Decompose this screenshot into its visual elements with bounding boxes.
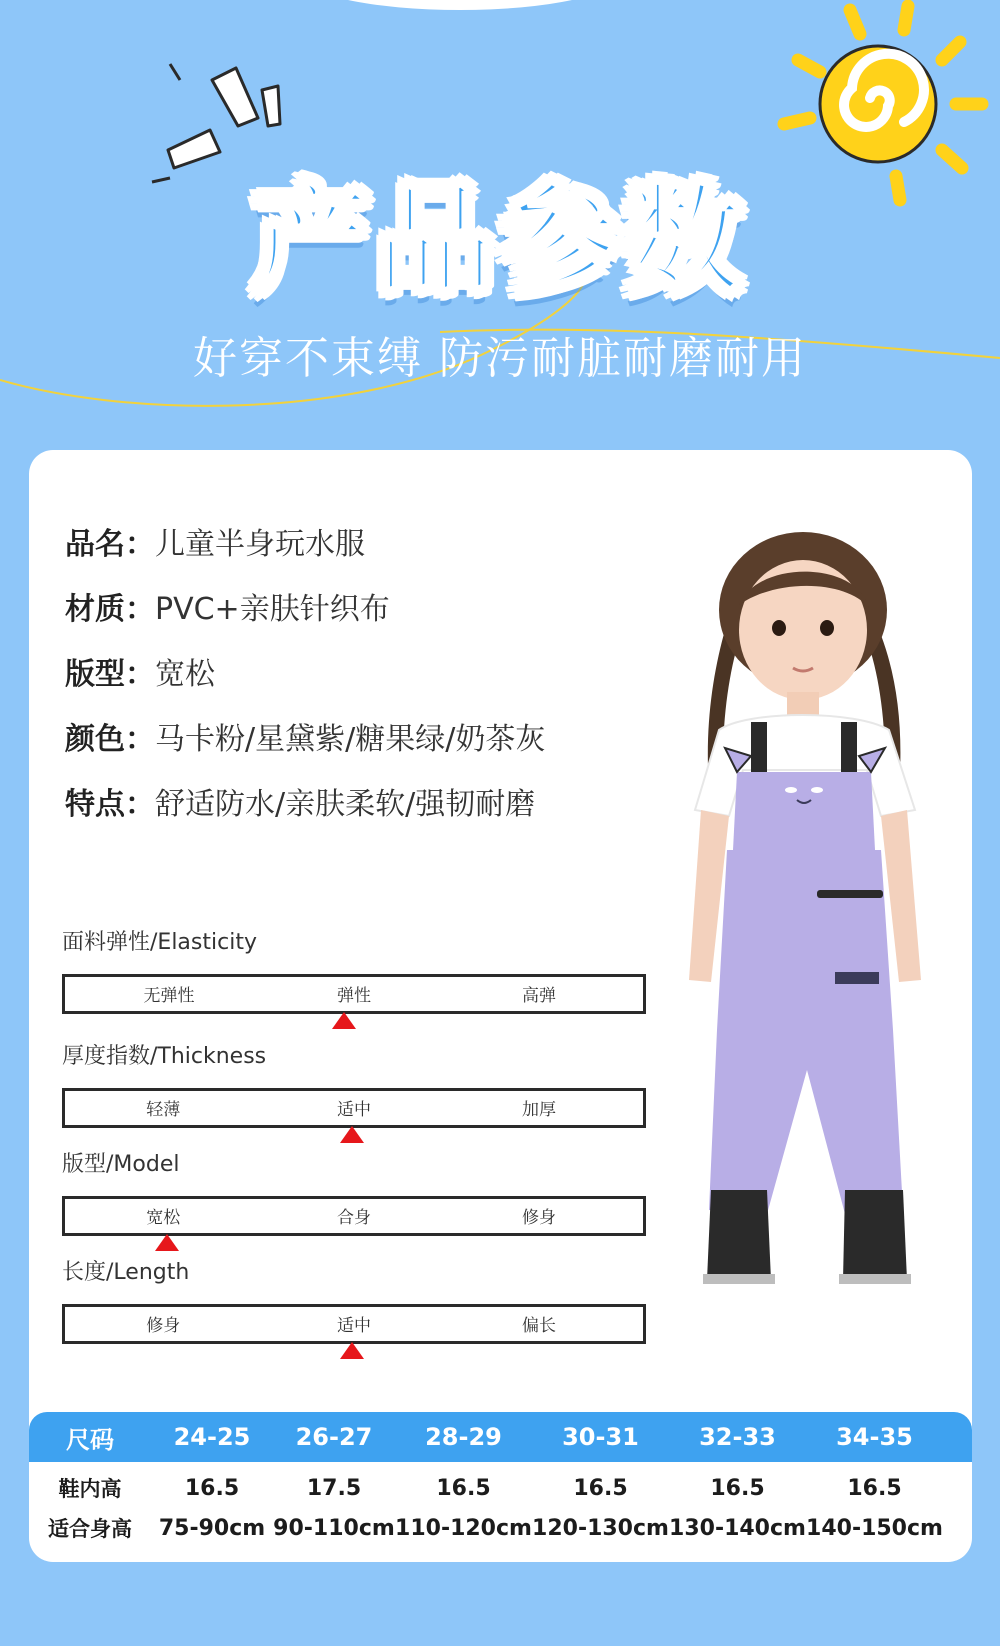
meter-option: 偏长 <box>521 1316 556 1336</box>
product-params-card <box>29 450 972 1562</box>
product-info-list <box>65 508 685 833</box>
table-row <box>29 1508 972 1548</box>
table-cell: 130-140cm <box>669 1515 806 1541</box>
meter-elasticity <box>62 928 652 1006</box>
table-cell: 适合身高 <box>48 1517 132 1541</box>
table-cell: 16.5 <box>847 1475 902 1501</box>
table-cell: 16.5 <box>436 1475 491 1501</box>
size-header-cell: 24-25 <box>173 1423 251 1451</box>
meter-option: 轻薄 <box>146 1100 181 1120</box>
table-cell: 17.5 <box>306 1475 362 1501</box>
info-row-features <box>65 768 685 833</box>
page-subtitle: 好穿不束缚 防污耐脏耐磨耐用 <box>193 333 807 384</box>
table-cell: 90-110cm <box>273 1515 395 1541</box>
size-table <box>29 1412 972 1548</box>
meter-option: 合身 <box>337 1208 371 1228</box>
table-cell: 16.5 <box>573 1475 628 1501</box>
page-title: 产品参数 <box>251 171 748 309</box>
meter-marker-icon <box>155 1234 179 1251</box>
meter-model <box>62 1150 652 1228</box>
size-table-header <box>29 1412 972 1462</box>
meter-bar <box>62 1196 646 1236</box>
info-label: 特点： <box>65 786 155 822</box>
table-cell: 140-150cm <box>806 1515 943 1541</box>
top-decoration-arc <box>300 0 620 10</box>
info-row-material <box>65 573 685 638</box>
meter-option: 高弹 <box>521 986 556 1006</box>
meter-marker-icon <box>332 1012 356 1029</box>
info-value: PVC+亲肤针织布 <box>155 591 390 627</box>
table-cell: 鞋内高 <box>58 1477 122 1501</box>
table-cell: 120-130cm <box>532 1515 669 1541</box>
info-row-fit <box>65 638 685 703</box>
meter-option: 修身 <box>521 1208 556 1228</box>
info-label: 版型： <box>65 656 155 692</box>
table-row <box>29 1468 972 1508</box>
size-header-cell: 30-31 <box>562 1423 639 1451</box>
table-cell: 16.5 <box>710 1475 765 1501</box>
meter-thickness <box>62 1042 652 1120</box>
meter-bar <box>62 1088 646 1128</box>
table-cell: 110-120cm <box>395 1515 532 1541</box>
info-row-color <box>65 703 685 768</box>
meter-marker-icon <box>340 1126 364 1143</box>
info-value: 舒适防水/亲肤柔软/强韧耐磨 <box>155 786 536 822</box>
meter-marker-icon <box>340 1342 364 1359</box>
table-cell: 75-90cm <box>158 1515 266 1541</box>
meter-length <box>62 1258 652 1336</box>
size-header-cell: 28-29 <box>425 1423 502 1451</box>
meter-title: 长度/Length <box>62 1260 190 1285</box>
info-value: 马卡粉/星黛紫/糖果绿/奶茶灰 <box>155 721 546 757</box>
meter-option: 弹性 <box>337 986 371 1006</box>
size-header-cell: 32-33 <box>699 1423 776 1451</box>
table-cell: 16.5 <box>184 1475 240 1501</box>
info-label: 颜色： <box>65 721 155 757</box>
meter-option: 无弹性 <box>143 986 195 1006</box>
info-value: 儿童半身玩水服 <box>155 526 365 562</box>
size-header-cell: 34-35 <box>836 1423 913 1451</box>
meter-option: 修身 <box>146 1316 181 1336</box>
meter-bar <box>62 974 646 1014</box>
size-header-cell: 尺码 <box>66 1425 114 1454</box>
info-label: 品名： <box>65 526 155 562</box>
size-header-cell: 26-27 <box>295 1423 373 1451</box>
meter-option: 宽松 <box>146 1208 181 1228</box>
info-label: 材质： <box>65 591 155 627</box>
product-model-photo <box>667 510 972 1330</box>
info-row-name <box>65 508 685 573</box>
meter-option: 加厚 <box>521 1100 556 1120</box>
meter-option: 适中 <box>337 1316 371 1336</box>
meter-option: 适中 <box>337 1100 371 1120</box>
meter-title: 厚度指数/Thickness <box>62 1044 267 1069</box>
meter-title: 版型/Model <box>62 1152 180 1177</box>
meter-bar <box>62 1304 646 1344</box>
info-value: 宽松 <box>155 656 215 692</box>
meter-title: 面料弹性/Elasticity <box>62 930 257 955</box>
